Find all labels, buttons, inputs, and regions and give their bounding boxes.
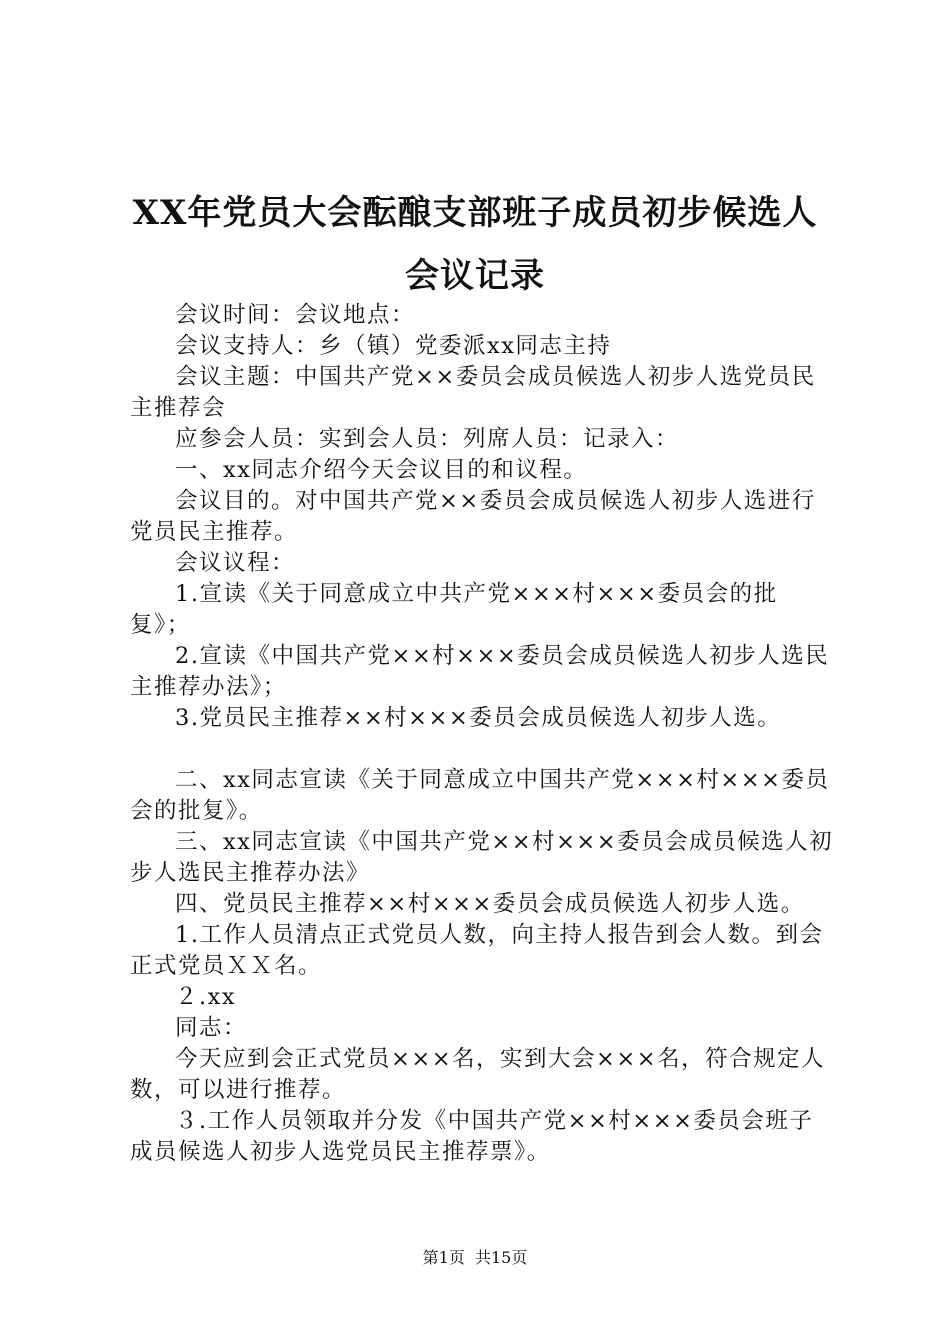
paragraph-gap xyxy=(130,734,835,765)
step-1: 1.工作人员清点正式党员人数，向主持人报告到会人数。到会正式党员ＸＸ名。 xyxy=(130,922,824,979)
agenda-item-3: 3.党员民主推荐××村×××委员会成员候选人初步人选。 xyxy=(175,705,782,731)
page-number-footer: 第1页 共15页 xyxy=(422,1248,528,1267)
document-title-line-2: 会议记录 xyxy=(405,256,545,296)
step-2-statement: 今天应到会正式党员×××名，实到大会×××名，符合规定人数，可以进行推荐。 xyxy=(130,1046,826,1103)
document-body xyxy=(130,300,835,1168)
document-title-line-1: XX年党员大会酝酿支部班子成员初步候选人 xyxy=(132,193,818,233)
step-2: ２.xx xyxy=(175,984,237,1010)
meeting-host: 会议支持人：乡（镇）党委派xx同志主持 xyxy=(175,333,612,359)
agenda-item-2: 2.宣读《中国共产党××村×××委员会成员候选人初步人选民主推荐办法》； xyxy=(130,643,830,700)
meeting-time-place: 会议时间：会议地点： xyxy=(175,302,416,328)
step-2-speaker: 同志： xyxy=(175,1015,248,1041)
agenda-heading: 会议议程： xyxy=(175,550,296,576)
meeting-purpose: 会议目的。对中国共产党××委员会成员候选人初步人选进行党员民主推荐。 xyxy=(130,488,816,545)
agenda-item-1: 1.宣读《关于同意成立中共产党×××村×××委员会的批复》； xyxy=(130,581,778,638)
section-one-heading: 一、xx同志介绍今天会议目的和议程。 xyxy=(175,457,588,483)
meeting-topic: 会议主题：中国共产党××委员会成员候选人初步人选党员民主推荐会 xyxy=(130,364,816,421)
section-two: 二、xx同志宣读《关于同意成立中国共产党×××村×××委员会的批复》。 xyxy=(130,767,830,824)
step-3: ３.工作人员领取并分发《中国共产党××村×××委员会班子成员候选人初步人选党员民主推荐票》。 xyxy=(130,1108,814,1165)
meeting-attendees: 应参会人员：实到会人员：列席人员：记录入： xyxy=(175,426,680,452)
section-three: 三、xx同志宣读《中国共产党××村×××委员会成员候选人初步人选民主推荐办法》 xyxy=(130,829,834,886)
section-four: 四、党员民主推荐××村×××委员会成员候选人初步人选。 xyxy=(175,891,805,917)
